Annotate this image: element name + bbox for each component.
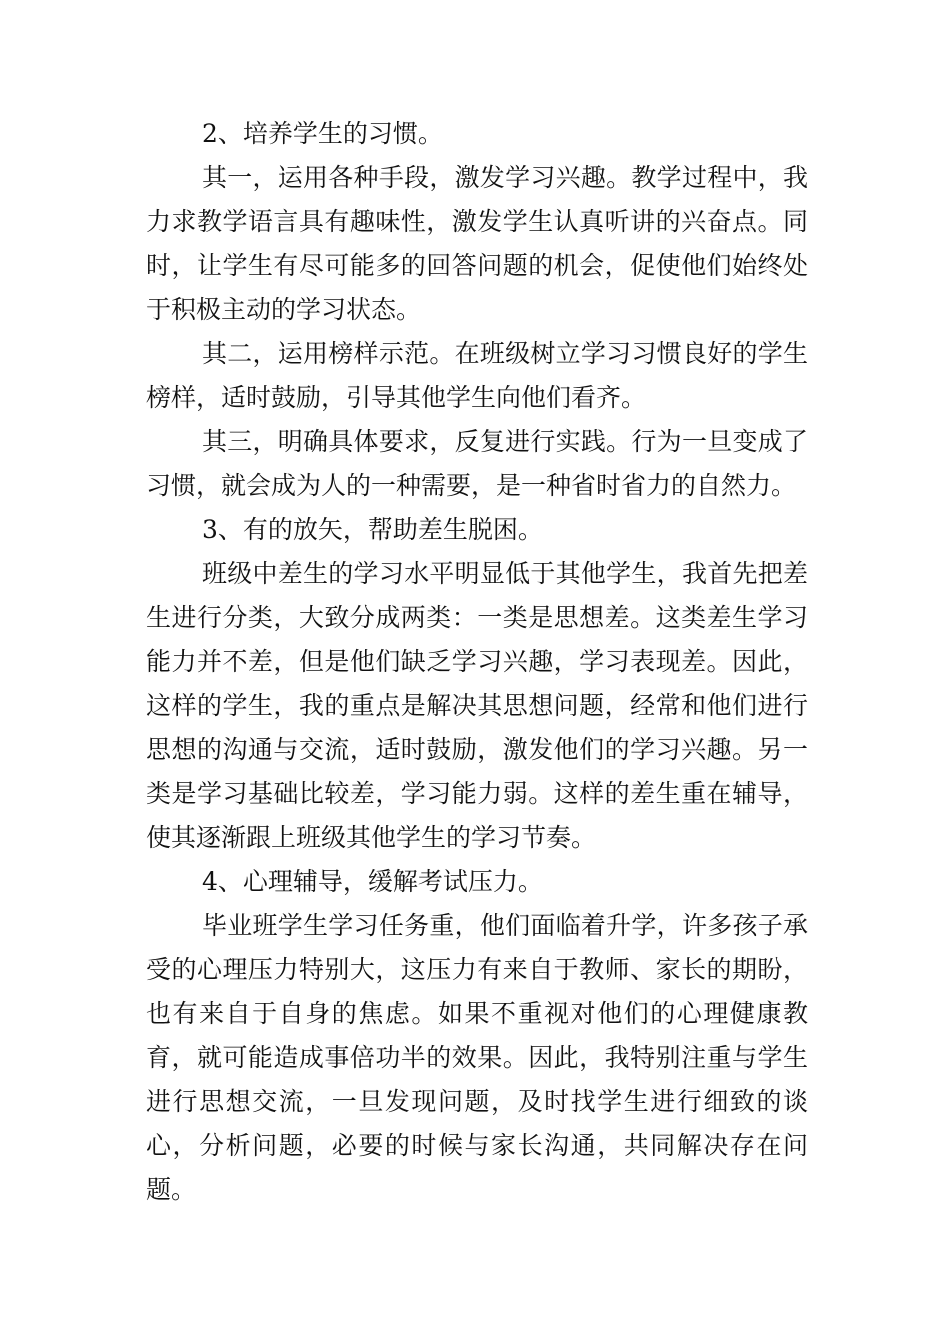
paragraph-practice: 其三，明确具体要求，反复进行实践。行为一旦变成了习惯，就会成为人的一种需要，是一种省时省力的自然力。 bbox=[146, 427, 808, 500]
section-heading-habits: 2、培养学生的习惯。 bbox=[202, 119, 443, 148]
document-body bbox=[146, 112, 808, 1212]
section-heading-counseling: 4、心理辅导，缓解考试压力。 bbox=[202, 867, 543, 896]
section-heading-weak-students: 3、有的放矢，帮助差生脱困。 bbox=[202, 515, 543, 544]
paragraph-weak-students: 班级中差生的学习水平明显低于其他学生，我首先把差生进行分类，大致分成两类：一类是思想差。这类差生学习能力并不差，但是他们缺乏学习兴趣，学习表现差。因此，这样的学生，我的重点是解决其思想问题，经常和他们进行思想的沟通与交流，适时鼓励，激发他们的学习兴趣。另一类是学习基础比较差，学习能力弱。这样的差生重在辅导，使其逐渐跟上班级其他学生的学习节奏。 bbox=[146, 559, 808, 852]
paragraph-role-model: 其二，运用榜样示范。在班级树立学习习惯良好的学生榜样，适时鼓励，引导其他学生向他们看齐。 bbox=[146, 339, 808, 412]
paragraph-interest: 其一，运用各种手段，激发学习兴趣。教学过程中，我力求教学语言具有趣味性，激发学生认真听讲的兴奋点。同时，让学生有尽可能多的回答问题的机会，促使他们始终处于积极主动的学习状态。 bbox=[146, 163, 808, 324]
paragraph-counseling: 毕业班学生学习任务重，他们面临着升学，许多孩子承受的心理压力特别大，这压力有来自于教师、家长的期盼，也有来自于自身的焦虑。如果不重视对他们的心理健康教育，就可能造成事倍功半的效果。因此，我特别注重与学生进行思想交流，一旦发现问题，及时找学生进行细致的谈心，分析问题，必要的时候与家长沟通，共同解决存在问题。 bbox=[146, 911, 808, 1204]
